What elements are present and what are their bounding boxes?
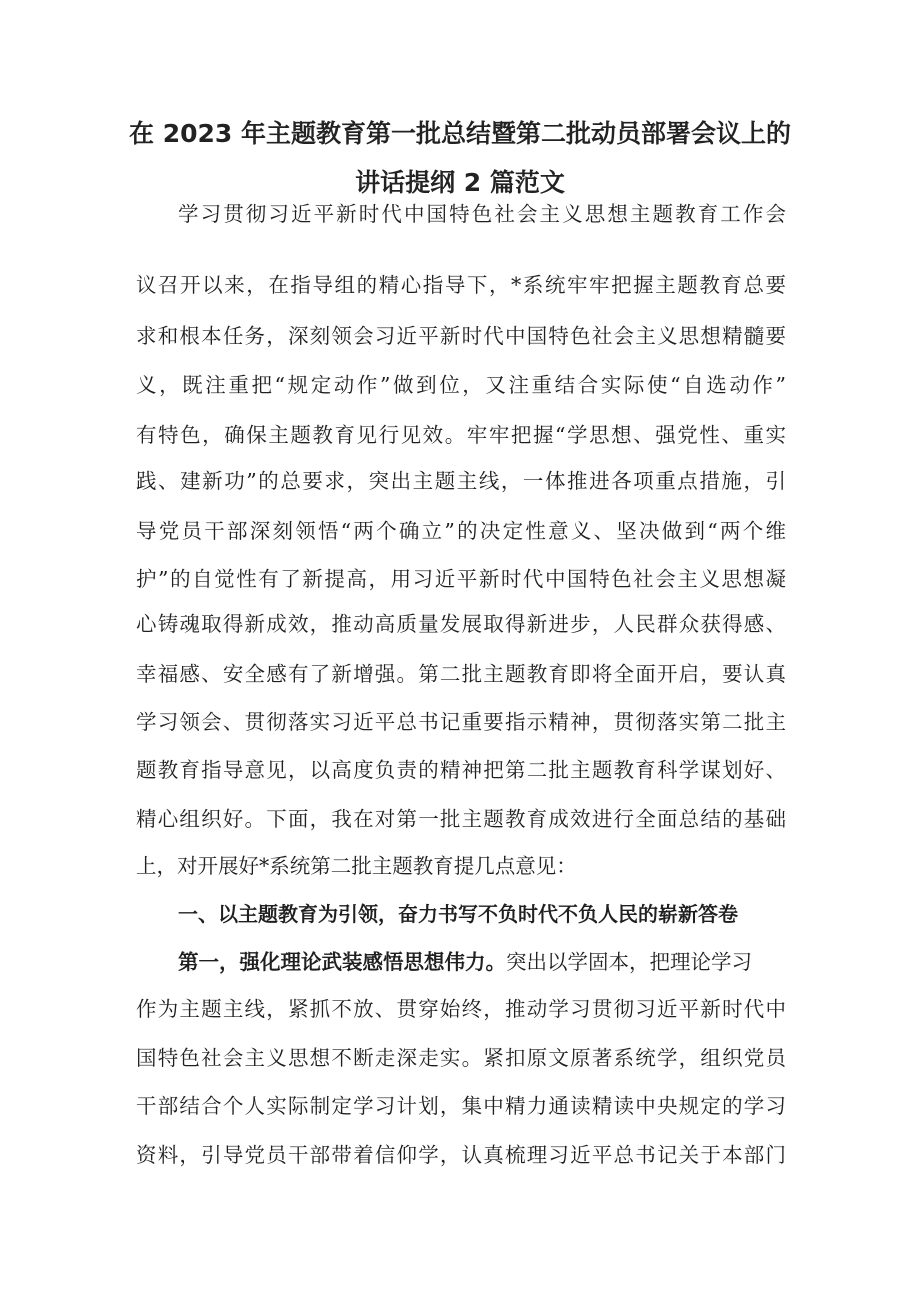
paragraph-2-line: 干部结合个人实际制定学习计划，集中精力通读精读中央规定的学习 bbox=[136, 1094, 786, 1118]
paragraph-1-line: 学习贯彻习近平新时代中国特色社会主义思想主题教育工作会 bbox=[178, 202, 786, 226]
paragraph-2-first-rest: 突出以学固本，把理论学习 bbox=[506, 950, 752, 974]
paragraph-1-line: 议召开以来，在指导组的精心指导下，*系统牢牢把握主题教育总要 bbox=[136, 273, 786, 297]
document-title-line-1: 在 2023 年主题教育第一批总结暨第二批动员部署会议上的 bbox=[129, 119, 791, 148]
paragraph-1-line: 心铸魂取得新成效，推动高质量发展取得新进步，人民群众获得感、 bbox=[136, 612, 786, 636]
section-heading-1: 一、以主题教育为引领，奋力书写不负时代不负人民的崭新答卷 bbox=[178, 902, 738, 926]
paragraph-1-line: 学习领会、贯彻落实习近平总书记重要指示精神，贯彻落实第二批主 bbox=[136, 710, 786, 734]
paragraph-1-line: 幸福感、安全感有了新增强。第二批主题教育即将全面开启，要认真 bbox=[136, 662, 786, 686]
paragraph-1-line: 导党员干部深刻领悟“两个确立”的决定性意义、坚决做到“两个维 bbox=[136, 519, 786, 543]
paragraph-1-line: 有特色，确保主题教育见行见效。牢牢把握“学思想、强党性、重实 bbox=[136, 423, 786, 447]
paragraph-2-line: 国特色社会主义思想不断走深走实。紧扣原文原著系统学，组织党员 bbox=[136, 1046, 786, 1070]
paragraph-1-line: 上，对开展好*系统第二批主题教育提几点意见： bbox=[136, 854, 577, 878]
paragraph-1-line: 践、建新功”的总要求，突出主题主线，一体推进各项重点措施，引 bbox=[136, 469, 786, 493]
paragraph-2-line: 作为主题主线，紧抓不放、贯穿始终，推动学习贯彻习近平新时代中 bbox=[136, 997, 786, 1021]
paragraph-1-line: 题教育指导意见，以高度负责的精神把第二批主题教育科学谋划好、 bbox=[136, 758, 786, 782]
paragraph-1-line: 求和根本任务，深刻领会习近平新时代中国特色社会主义思想精髓要 bbox=[136, 324, 786, 348]
paragraph-2-first-line bbox=[178, 948, 786, 976]
paragraph-1-line: 精心组织好。下面，我在对第一批主题教育成效进行全面总结的基础 bbox=[136, 807, 786, 831]
paragraph-1-line: 义，既注重把“规定动作”做到位，又注重结合实际使“自选动作” bbox=[136, 373, 786, 397]
paragraph-2-lead: 第一，强化理论武装感悟思想伟力。 bbox=[178, 950, 506, 974]
paragraph-2-line: 资料，引导党员干部带着信仰学，认真梳理习近平总书记关于本部门 bbox=[136, 1143, 786, 1167]
document-title-line-2: 讲话提纲 2 篇范文 bbox=[355, 168, 565, 197]
paragraph-1-line: 护”的自觉性有了新提高，用习近平新时代中国特色社会主义思想凝 bbox=[136, 567, 786, 591]
